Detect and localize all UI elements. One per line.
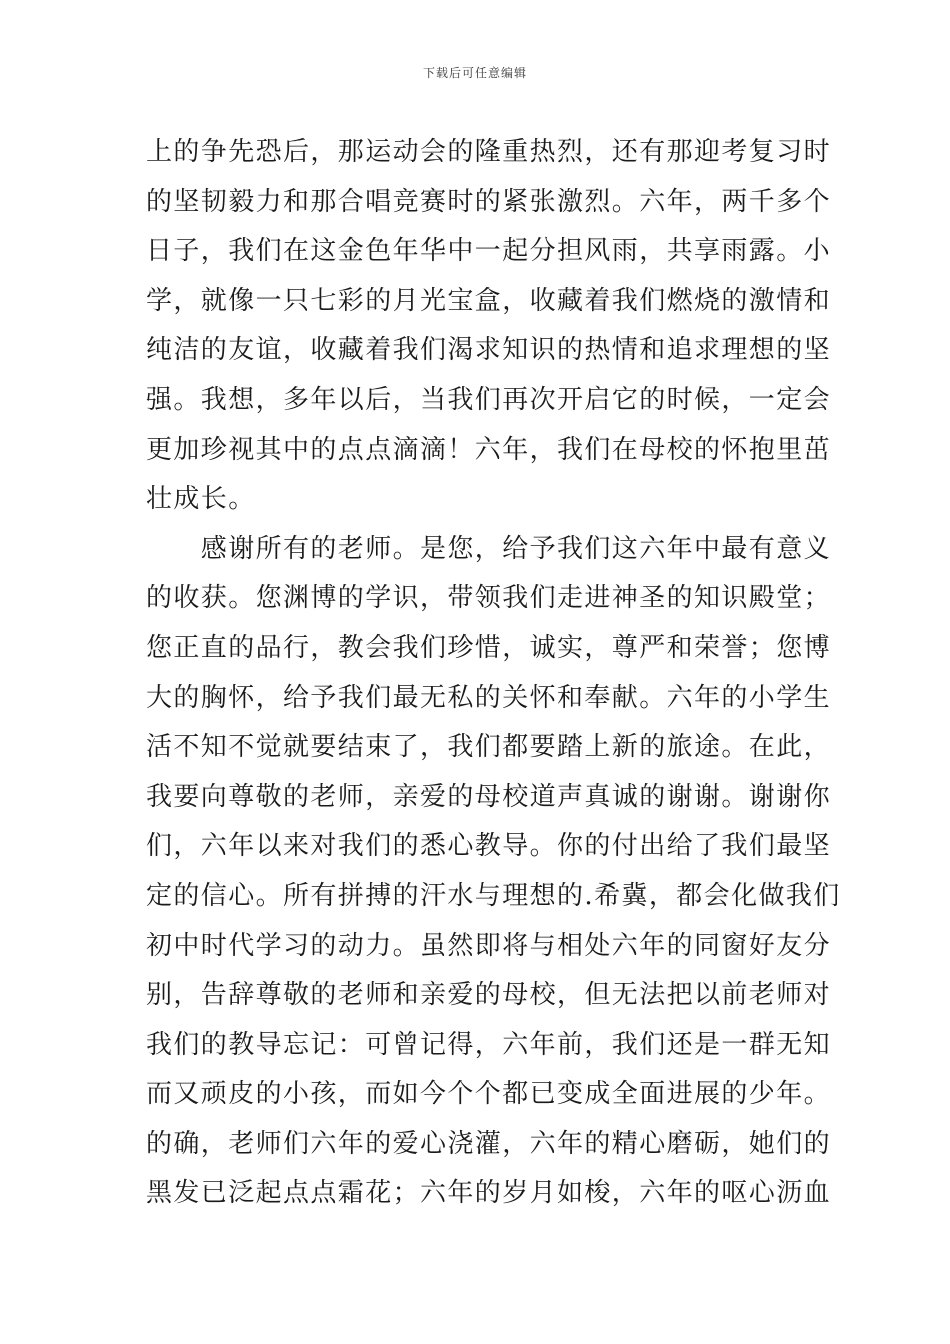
text-line: 大的胸怀，给予我们最无私的关怀和奉献。六年的小学生 — [146, 682, 832, 713]
page-header: 下载后可任意编辑 — [422, 66, 527, 80]
text-line: 黑发已泛起点点霜花；六年的岁月如梭，六年的呕心沥血 — [146, 1178, 832, 1209]
paragraph-1 — [146, 128, 832, 525]
text-line: 我要向尊敬的老师，亲爱的母校道声真诚的谢谢。谢谢你 — [146, 781, 832, 812]
text-line: 您正直的品行，教会我们珍惜，诚实，尊严和荣誉；您博 — [146, 632, 832, 663]
text-line: 日子，我们在这金色年华中一起分担风雨，共享雨露。小 — [146, 236, 832, 267]
text-line: 而又顽皮的小孩，而如今个个都已变成全面进展的少年。 — [146, 1079, 832, 1110]
text-line: 感谢所有的老师。是您，给予我们这六年中最有意义 — [146, 533, 832, 564]
text-line: 的收获。您渊博的学识，带领我们走进神圣的知识殿堂； — [146, 583, 832, 614]
text-line: 强。我想，多年以后，当我们再次开启它的时候，一定会 — [146, 384, 832, 415]
text-line: 活不知不觉就要结束了，我们都要踏上新的旅途。在此， — [146, 732, 832, 763]
text-line: 学，就像一只七彩的月光宝盒，收藏着我们燃烧的激情和 — [146, 285, 832, 316]
text-line: 们，六年以来对我们的悉心教导。你的付出给了我们最坚 — [146, 831, 832, 862]
text-line: 纯洁的友谊，收藏着我们渴求知识的热情和追求理想的坚 — [146, 335, 832, 366]
text-line: 我们的教导忘记：可曾记得，六年前，我们还是一群无知 — [146, 1029, 832, 1060]
text-line: 更加珍视其中的点点滴滴！六年，我们在母校的怀抱里茁 — [146, 434, 832, 465]
document-body — [146, 128, 841, 1219]
text-line: 的坚韧毅力和那合唱竞赛时的紧张激烈。六年，两千多个 — [146, 186, 832, 217]
text-line: 的确，老师们六年的爱心浇灌，六年的精心磨砺，她们的 — [146, 1128, 832, 1159]
text-line: 初中时代学习的动力。虽然即将与相处六年的同窗好友分 — [146, 930, 832, 961]
paragraph-2 — [146, 525, 841, 1219]
text-line: 别，告辞尊敬的老师和亲爱的母校，但无法把以前老师对 — [146, 980, 832, 1011]
text-line: 上的争先恐后，那运动会的隆重热烈，还有那迎考复习时 — [146, 137, 832, 167]
text-line: 壮成长。 — [146, 484, 256, 515]
text-line: 定的信心。所有拼搏的汗水与理想的.希冀，都会化做我们 — [146, 880, 841, 911]
